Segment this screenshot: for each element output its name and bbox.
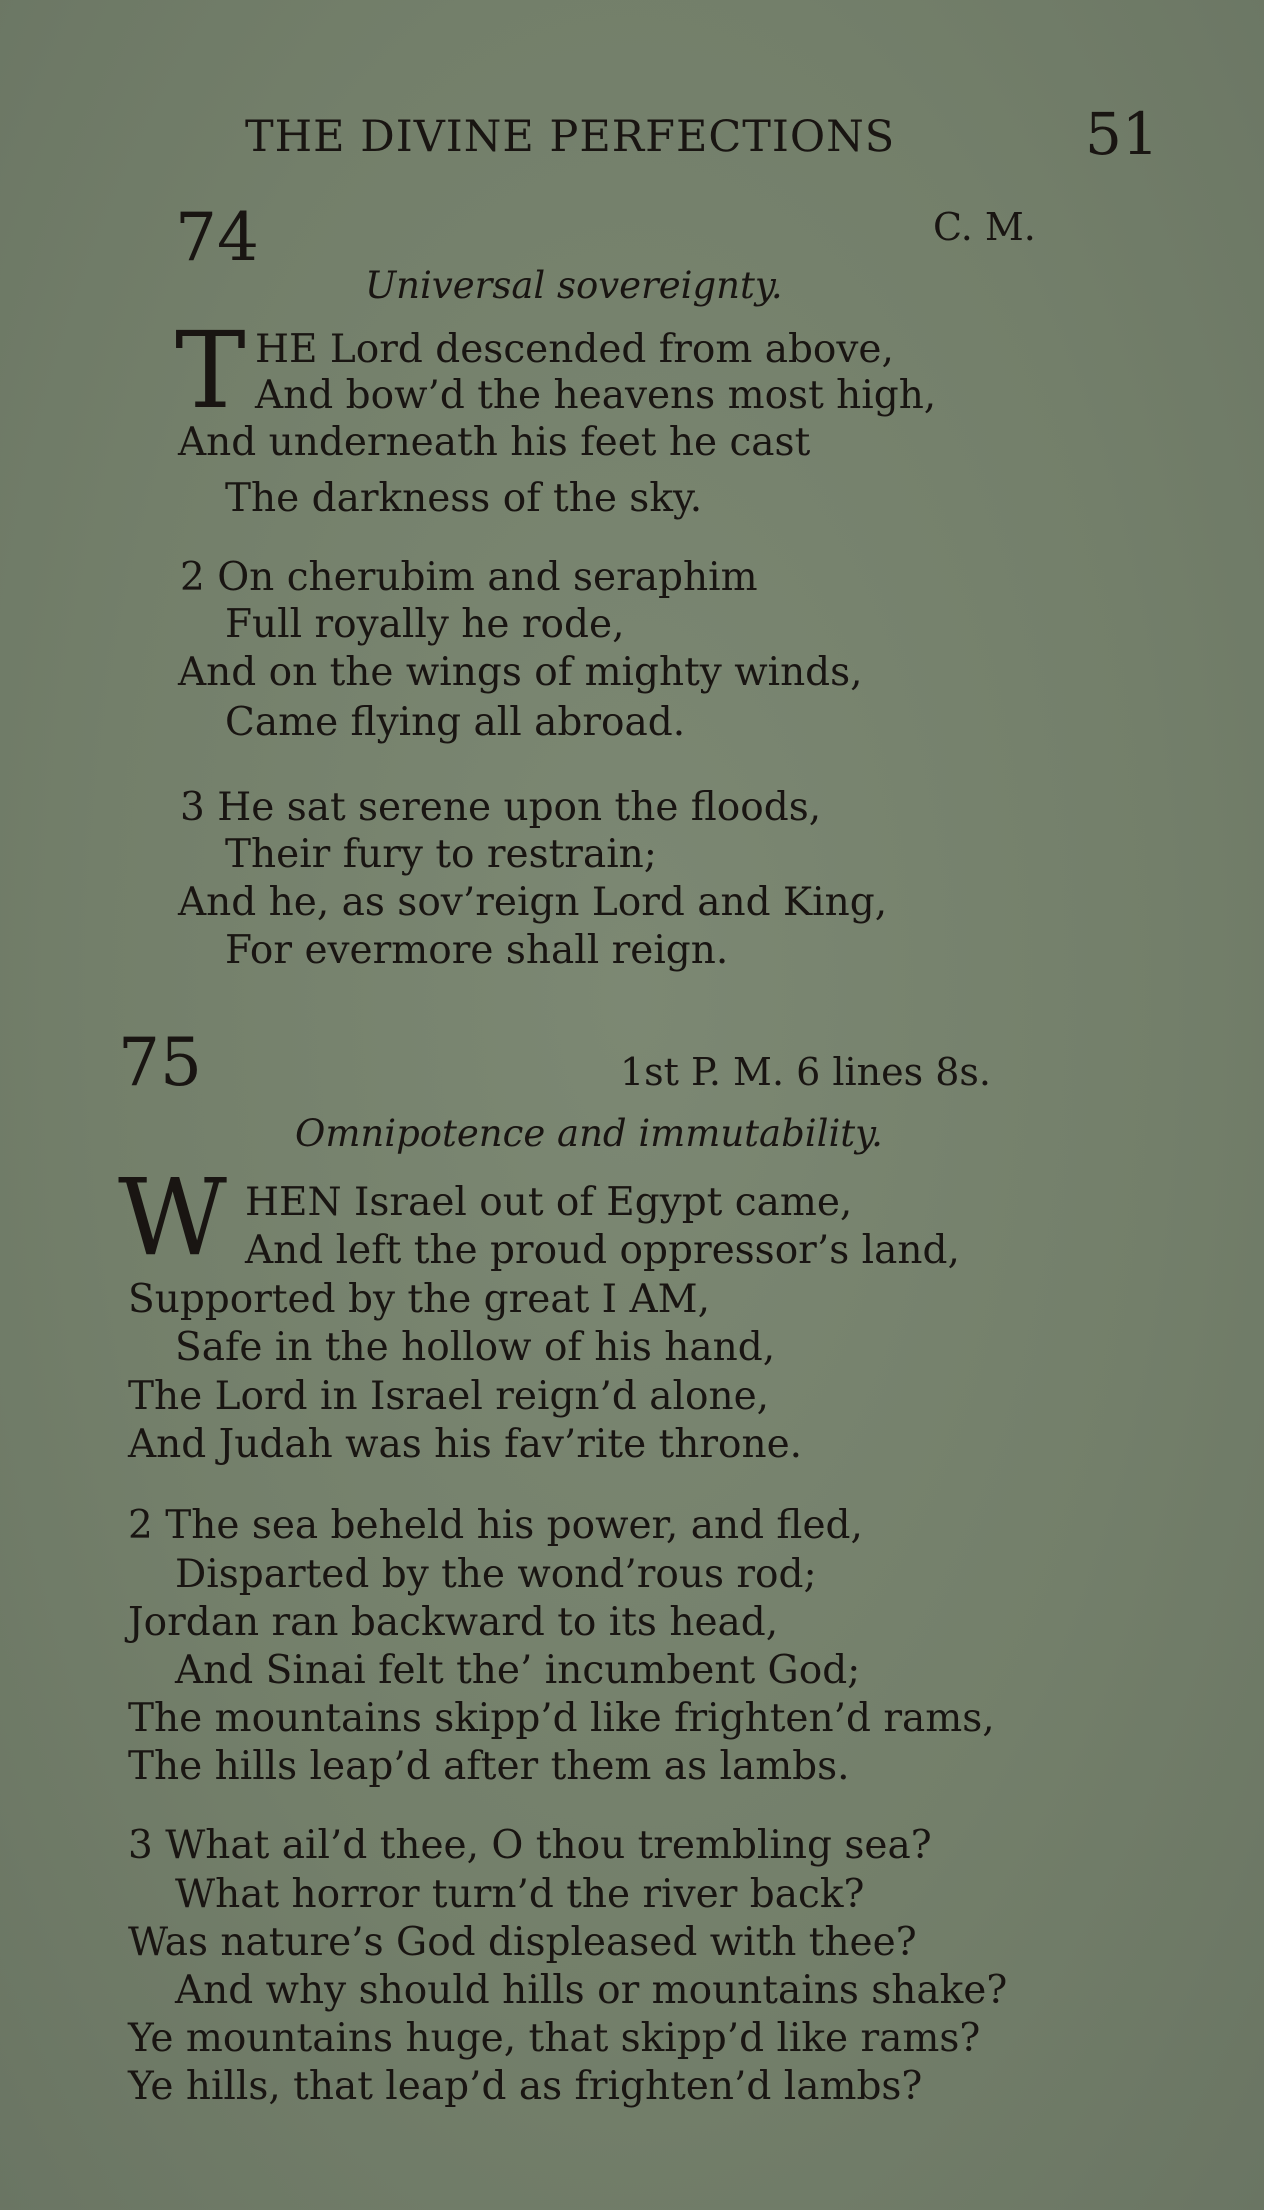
verse-line: And Sinai felt the’ incumbent God; [175,1648,861,1693]
verse-line: 3 What ail’d thee, O thou trembling sea? [128,1823,932,1868]
verse-line: The mountains skipp’d like frighten’d rams, [128,1696,995,1741]
verse-line: Jordan ran backward to its head, [128,1600,779,1645]
verse-line: And why should hills or mountains shake? [175,1968,1008,2013]
running-title: THE DIVINE PERFECTIONS [245,112,896,162]
page-number: 51 [1085,100,1159,168]
verse-line: Safe in the hollow of his hand, [175,1325,776,1370]
drop-cap: T [175,309,246,432]
verse-line: Disparted by the wond’rous rod; [175,1552,817,1597]
verse-line: Full royally he rode, [225,602,625,647]
verse-line: Was nature’s God displeased with thee? [128,1920,917,1965]
verse-line: 2 On cherubim and seraphim [180,555,758,600]
verse-line: And on the wings of mighty winds, [178,650,863,695]
hymn-meter: 1st P. M. 6 lines 8s. [620,1050,991,1094]
verse-line: Ye mountains huge, that skipp’d like rams? [128,2016,981,2061]
verse-line: And Judah was his fav’rite throne. [128,1422,803,1467]
page-header [0,100,1264,170]
verse-line: Supported by the great I AM, [128,1277,710,1322]
verse-line: The hills leap’d after them as lambs. [128,1744,850,1789]
verse-line: 3 He sat serene upon the floods, [180,785,822,830]
verse-line: Ye hills, that leap’d as frighten’d lambs? [128,2064,923,2109]
hymn-number: 75 [118,1024,202,1101]
verse-line: 2 The sea beheld his power, and fled, [128,1503,863,1548]
verse-line: And he, as sov’reign Lord and King, [178,880,888,925]
verse-line: What horror turn’d the river back? [175,1872,865,1917]
verse-line: Their fury to restrain; [225,832,657,877]
verse-line: HE Lord descended from above, [255,327,894,372]
hymn-number: 74 [175,199,259,276]
verse-line: And bow’d the heavens most high, [255,373,937,418]
drop-cap: W [118,1156,227,1279]
hymn-subtitle: Omnipotence and immutability. [295,1112,883,1155]
verse-line: For evermore shall reign. [225,928,729,973]
hymn-subtitle: Universal sovereignty. [365,264,783,307]
verse-line: The Lord in Israel reign’d alone, [128,1374,770,1419]
verse-line: Came flying all abroad. [225,700,686,745]
verse-line: And underneath his feet he cast [178,420,811,465]
hymn-meter: C. M. [933,205,1036,249]
verse-line: HEN Israel out of Egypt came, [245,1180,853,1225]
verse-line: And left the proud oppressor’s land, [245,1228,960,1273]
verse-line: The darkness of the sky. [225,476,703,521]
